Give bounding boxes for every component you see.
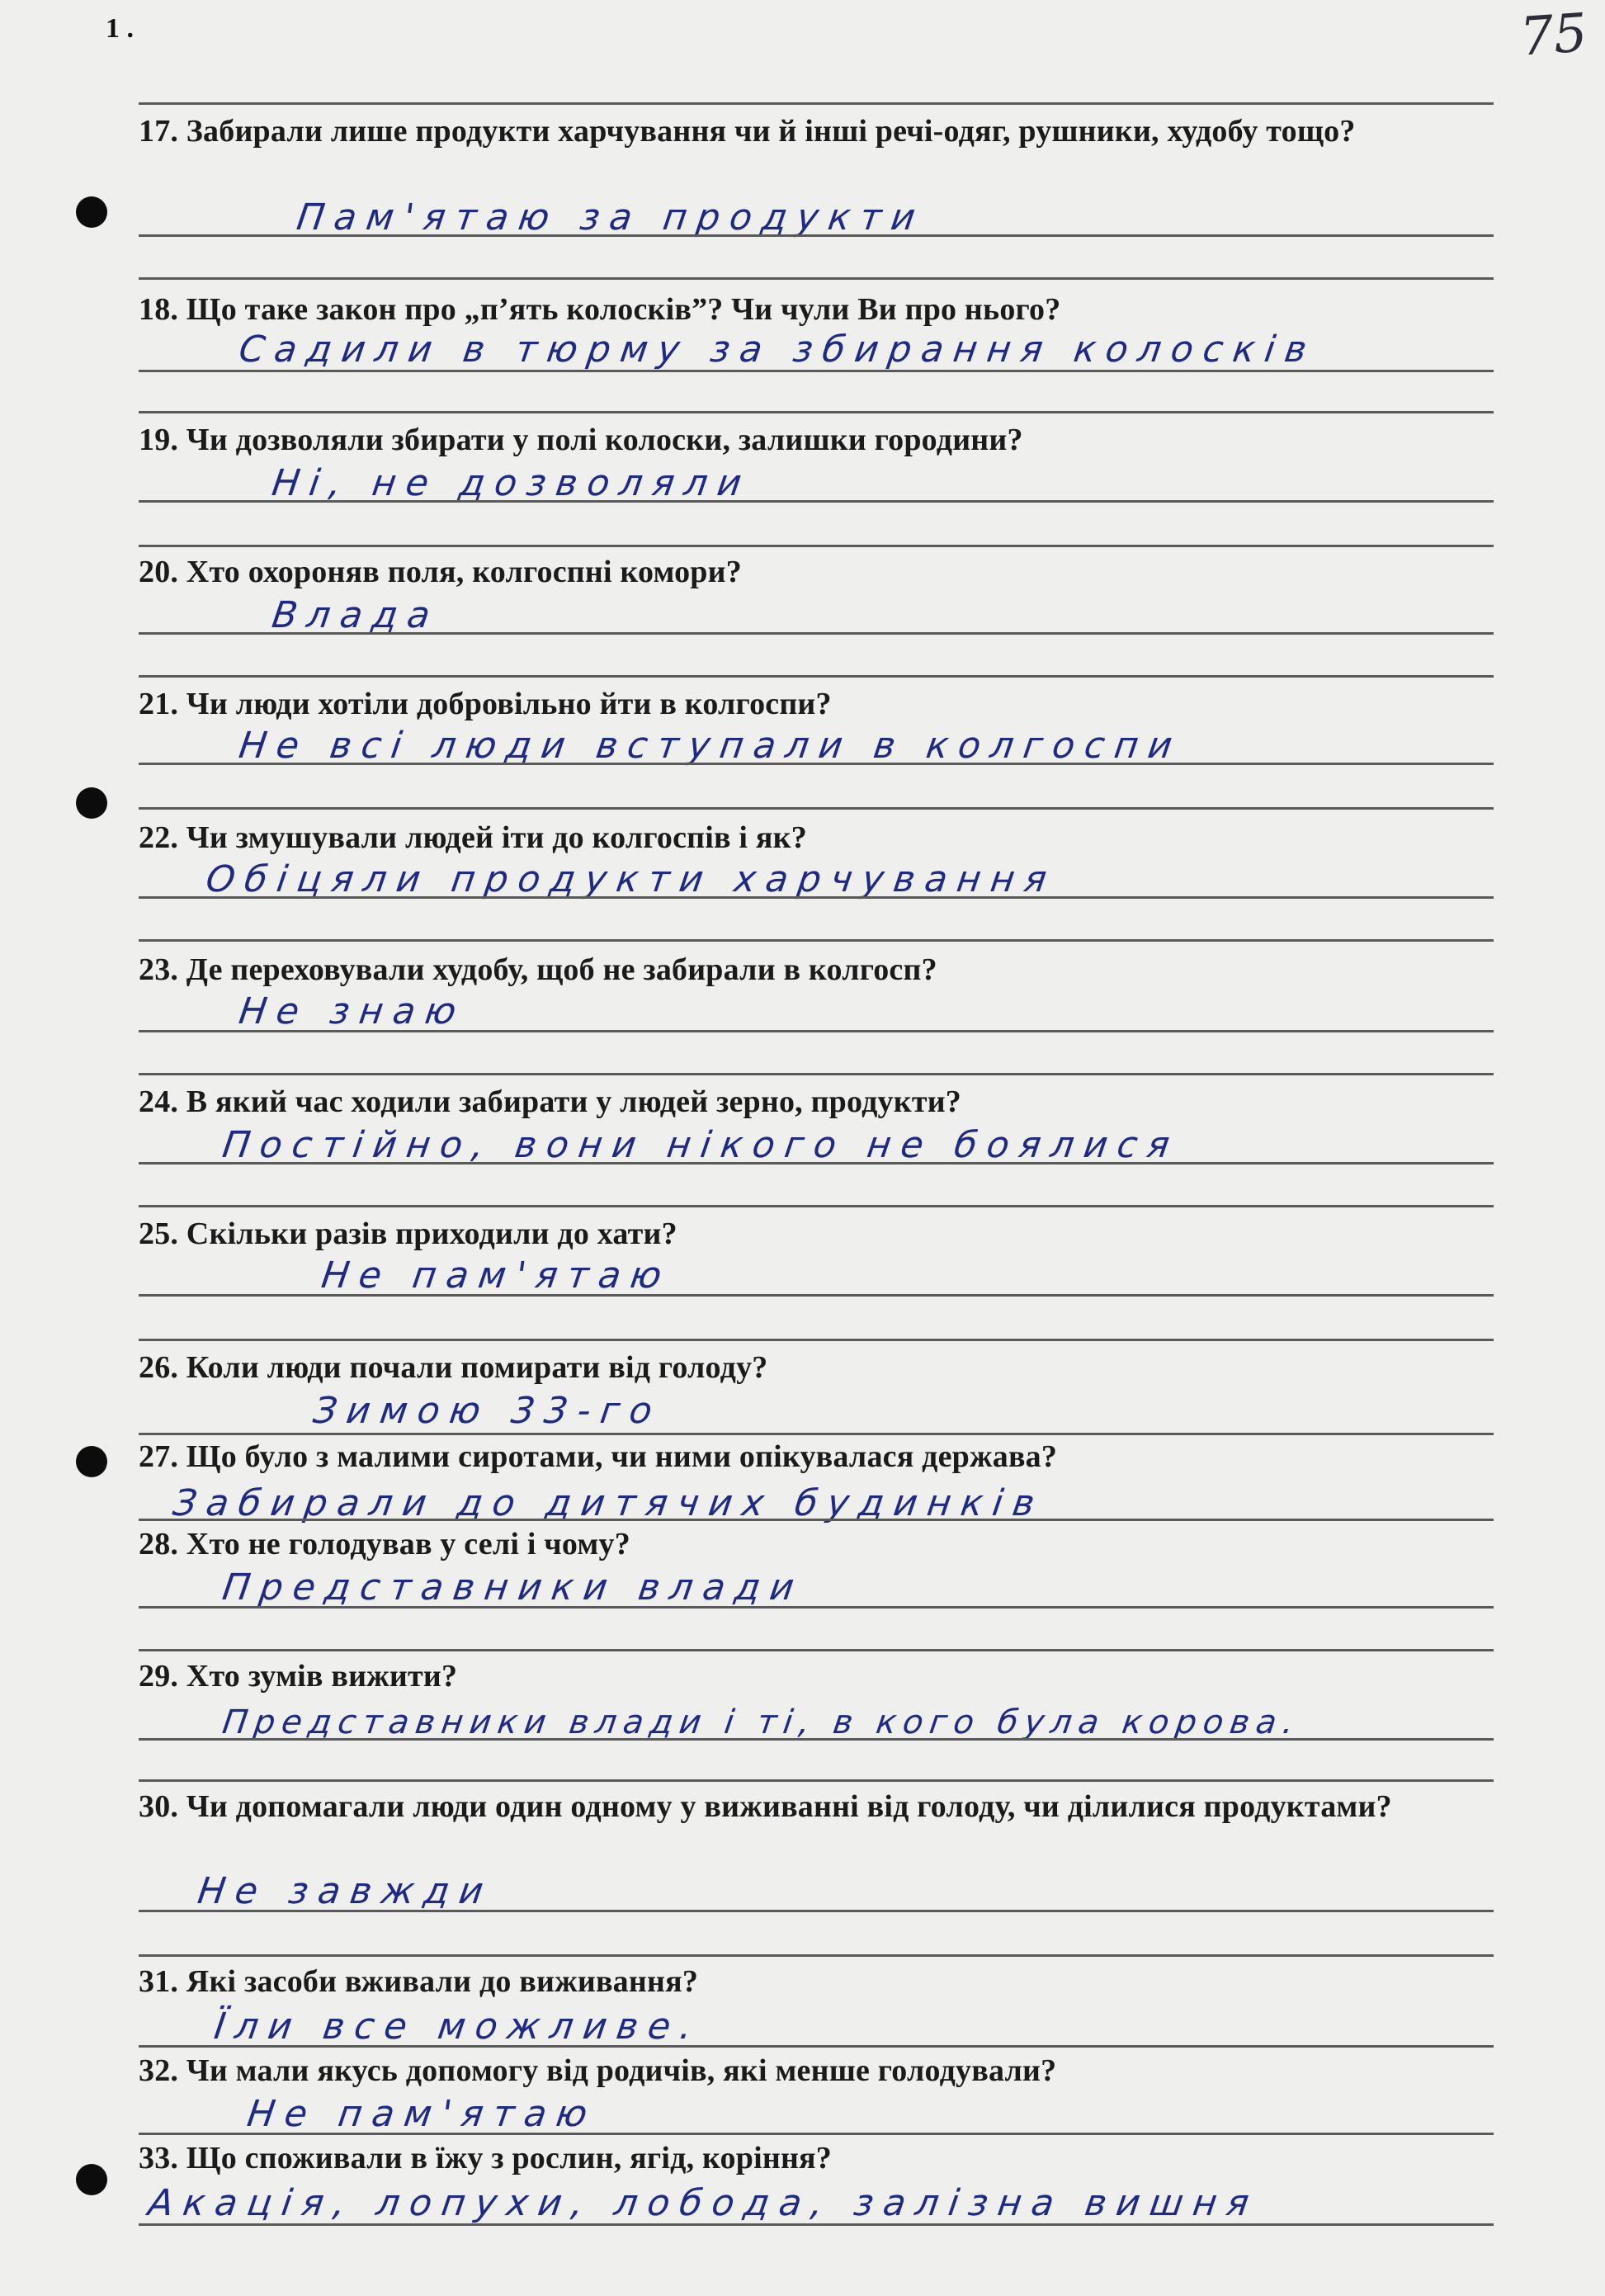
answer-line	[139, 1205, 1494, 1207]
answer-31: Їли все можливе.	[211, 2005, 705, 2048]
answer-28: Представники влади	[220, 1566, 807, 1609]
answer-line	[139, 632, 1494, 635]
answer-line	[139, 411, 1494, 413]
answer-line	[139, 2133, 1494, 2135]
question-23: 23. Де переховували худобу, щоб не забирали в колгосп?	[139, 952, 937, 987]
answer-26: Зимою 33-го	[310, 1390, 665, 1432]
answer-line	[139, 2223, 1494, 2226]
answer-line	[139, 545, 1494, 547]
answer-line	[139, 277, 1494, 280]
question-29: 29. Хто зумів вижити?	[139, 1659, 458, 1694]
question-17: 17. Забирали лише продукти харчування чи й інші речі-одяг, рушники, худобу тощо?	[139, 114, 1356, 149]
answer-line	[139, 1519, 1494, 1521]
answer-27: Забирали до дитячих будинків	[170, 1482, 1047, 1524]
question-25: 25. Скільки разів приходили до хати?	[139, 1217, 677, 1251]
punch-hole	[76, 2164, 107, 2195]
answer-19: Ні, не дозволяли	[269, 462, 754, 504]
answer-30: Не завжди	[195, 1870, 496, 1912]
question-28: 28. Хто не голодував у селі і чому?	[139, 1527, 630, 1561]
answer-23: Не знаю	[236, 990, 469, 1032]
answer-line	[139, 896, 1494, 899]
answer-line	[139, 1738, 1494, 1741]
answer-32: Не пам'ятаю	[244, 2093, 600, 2135]
answer-21: Не всі люди вступали в колгоспи	[236, 725, 1185, 767]
question-33: 33. Що споживали в їжу з рослин, ягід, коріння?	[139, 2141, 833, 2176]
answer-18: Садили в тюрму за збирання колосків	[236, 328, 1319, 371]
question-31: 31. Які засоби вживали до виживання?	[139, 1964, 699, 1999]
answer-25: Не пам'ятаю	[319, 1254, 674, 1297]
question-27: 27. Що було з малими сиротами, чи ними опікувалася держава?	[139, 1439, 1058, 1474]
answer-line	[139, 1910, 1494, 1912]
page-number: 75	[1518, 2, 1589, 69]
answer-22: Обіцяли продукти харчування	[203, 858, 1060, 900]
punch-hole	[76, 787, 107, 819]
question-32: 32. Чи мали якусь допомогу від родичів, які менше голодували?	[139, 2053, 1057, 2088]
answer-line	[139, 939, 1494, 942]
question-22: 22. Чи змушували людей іти до колгоспів і як?	[139, 820, 807, 855]
answer-line	[139, 1073, 1494, 1075]
corner-mark: 1 .	[106, 13, 134, 44]
answer-line	[139, 1606, 1494, 1609]
answer-line	[139, 807, 1494, 810]
top-rule	[139, 102, 1494, 105]
answer-29: Представники влади і ті, в кого була корова.	[220, 1703, 1303, 1741]
answer-33: Акація, лопухи, лобода, залізна вишня	[145, 2182, 1262, 2224]
answer-line	[139, 1433, 1494, 1435]
punch-hole	[76, 1446, 107, 1477]
answer-line	[139, 1030, 1494, 1032]
answer-line	[139, 1162, 1494, 1165]
answer-line	[139, 1779, 1494, 1782]
punch-hole	[76, 196, 107, 228]
question-20: 20. Хто охороняв поля, колгоспні комори?	[139, 555, 742, 589]
answer-line	[139, 1649, 1494, 1651]
answer-line	[139, 1954, 1494, 1957]
question-18: 18. Що таке закон про „п’ять колосків”? Чи чули Ви про нього?	[139, 292, 1061, 327]
answer-24: Постійно, вони нікого не боялися	[220, 1124, 1183, 1166]
answer-line	[139, 500, 1494, 503]
question-26: 26. Коли люди почали помирати від голоду?	[139, 1350, 768, 1385]
question-24: 24. В який час ходили забирати у людей зерно, продукти?	[139, 1084, 961, 1119]
answer-line	[139, 675, 1494, 678]
answer-line	[139, 1294, 1494, 1297]
answer-line	[139, 370, 1494, 372]
answer-line	[139, 234, 1494, 237]
question-30: 30. Чи допомагали люди один одному у виживанні від голоду, чи ділилися продуктами?	[139, 1789, 1392, 1824]
question-21: 21. Чи люди хотіли добровільно йти в колгоспи?	[139, 687, 832, 721]
answer-20: Влада	[269, 594, 443, 636]
answer-line	[139, 2045, 1494, 2048]
answer-17: Пам'ятаю за продукти	[294, 196, 928, 239]
question-19: 19. Чи дозволяли збирати у полі колоски, залишки городини?	[139, 423, 1023, 457]
answer-line	[139, 1339, 1494, 1341]
answer-line	[139, 763, 1494, 765]
